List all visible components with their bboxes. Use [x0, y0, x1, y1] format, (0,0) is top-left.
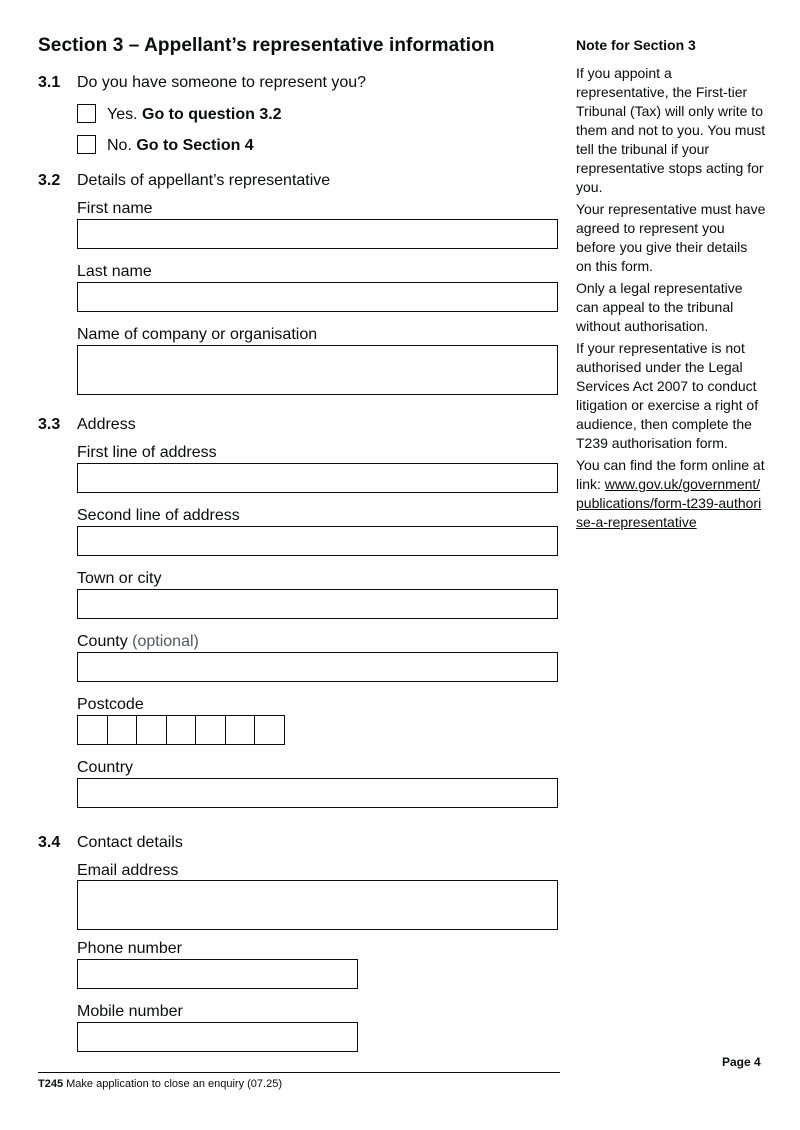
address-line2-label: Second line of address — [77, 507, 240, 524]
no-instruction: Go to Section 4 — [136, 137, 254, 154]
note-paragraph-3: Only a legal representative can appeal to the tribunal without authorisation. — [576, 280, 743, 334]
question-text-3-1: Do you have someone to represent you? — [77, 74, 367, 91]
t239-form-link[interactable]: www.gov.uk/government/publications/form-t239-authorise-a-representative — [576, 476, 762, 530]
postcode-box[interactable] — [136, 715, 167, 745]
section-note — [576, 36, 766, 535]
note-paragraph-1: If you appoint a representative, the First-tier Tribunal (Tax) will only write to them and not to you. You must tell the tribunal if your representative stops acting for you. — [576, 65, 766, 195]
yes-instruction: Go to question 3.2 — [142, 106, 282, 123]
footer-divider — [38, 1072, 560, 1073]
mobile-field[interactable] — [77, 1022, 358, 1052]
town-label: Town or city — [77, 570, 162, 587]
note-paragraph-5 — [576, 456, 766, 532]
postcode-box[interactable] — [77, 715, 108, 745]
last-name-field[interactable] — [77, 282, 558, 312]
yes-option-label — [107, 106, 282, 124]
question-text-3-2: Details of appellant’s representative — [77, 172, 331, 189]
form-title: Make application to close an enquiry (07.25) — [66, 1078, 282, 1090]
county-field[interactable] — [77, 652, 558, 682]
no-prefix: No. — [107, 137, 132, 154]
county-label — [77, 633, 199, 651]
postcode-box[interactable] — [107, 715, 138, 745]
yes-checkbox[interactable] — [77, 104, 96, 123]
postcode-box[interactable] — [166, 715, 197, 745]
form-code: T245 — [38, 1078, 64, 1090]
no-option-label — [107, 137, 254, 155]
question-text-3-4: Contact details — [77, 834, 183, 851]
question-number-3-4: 3.4 — [38, 834, 61, 851]
first-name-field[interactable] — [77, 219, 558, 249]
question-number-3-3: 3.3 — [38, 416, 61, 433]
company-field[interactable] — [77, 345, 558, 395]
county-label-text: County — [77, 633, 128, 650]
phone-label: Phone number — [77, 940, 182, 957]
last-name-label: Last name — [77, 263, 152, 280]
postcode-label: Postcode — [77, 696, 144, 713]
question-number-3-1: 3.1 — [38, 74, 61, 91]
postcode-box[interactable] — [254, 715, 285, 745]
yes-prefix: Yes. — [107, 106, 138, 123]
note-link-intro: You can find the form online at link: — [576, 457, 765, 492]
note-title: Note for Section 3 — [576, 37, 696, 53]
first-name-label: First name — [77, 200, 153, 217]
email-label: Email address — [77, 862, 179, 879]
address-line2-field[interactable] — [77, 526, 558, 556]
note-paragraph-2: Your representative must have agreed to represent you before you give their details on this form. — [576, 201, 766, 274]
company-label: Name of company or organisation — [77, 326, 318, 343]
question-number-3-2: 3.2 — [38, 172, 61, 189]
postcode-box[interactable] — [225, 715, 256, 745]
mobile-label: Mobile number — [77, 1003, 183, 1020]
form-footer — [38, 1078, 282, 1090]
country-label: Country — [77, 759, 134, 776]
no-checkbox[interactable] — [77, 135, 96, 154]
address-line1-label: First line of address — [77, 444, 217, 461]
phone-field[interactable] — [77, 959, 358, 989]
postcode-boxes — [77, 715, 284, 745]
question-text-3-3: Address — [77, 416, 136, 433]
country-field[interactable] — [77, 778, 558, 808]
email-field[interactable] — [77, 880, 558, 930]
town-field[interactable] — [77, 589, 558, 619]
address-line1-field[interactable] — [77, 463, 558, 493]
note-paragraph-4: If your representative is not authorised under the Legal Services Act 2007 to conduct litigation or exercise a right of audience, then complete the T239 authorisation form. — [576, 340, 759, 451]
section-title: Section 3 – Appellant’s representative information — [38, 35, 495, 56]
postcode-box[interactable] — [195, 715, 226, 745]
page-number: Page 4 — [722, 1055, 761, 1069]
county-optional-hint: (optional) — [132, 633, 199, 650]
